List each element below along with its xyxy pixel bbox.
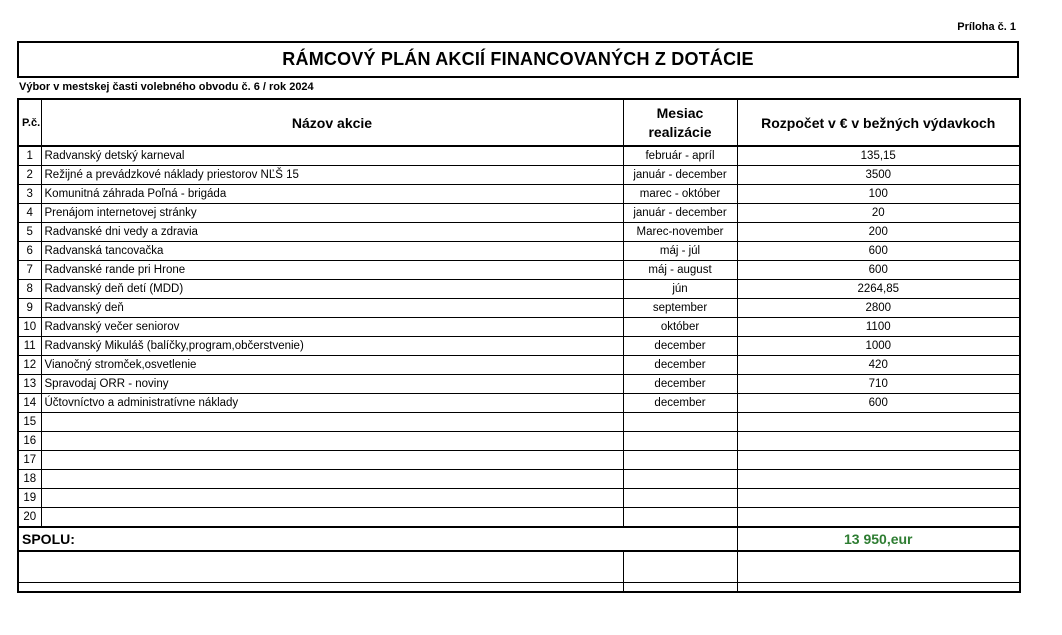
row-name: Radvanská tancovačka xyxy=(41,242,623,261)
header-name: Názov akcie xyxy=(41,99,623,146)
footer2-cell-month xyxy=(623,583,737,593)
row-budget: 710 xyxy=(737,375,1020,394)
row-month: október xyxy=(623,318,737,337)
row-budget: 600 xyxy=(737,242,1020,261)
row-name: Režijné a prevádzkové náklady priestorov NĽŠ 15 xyxy=(41,166,623,185)
row-month: január - december xyxy=(623,204,737,223)
row-budget xyxy=(737,451,1020,470)
row-number: 20 xyxy=(18,508,41,528)
row-number: 8 xyxy=(18,280,41,299)
row-budget: 200 xyxy=(737,223,1020,242)
row-number: 19 xyxy=(18,489,41,508)
row-number: 9 xyxy=(18,299,41,318)
row-name xyxy=(41,508,623,528)
header-budget: Rozpočet v € v bežných výdavkoch xyxy=(737,99,1020,146)
row-name xyxy=(41,432,623,451)
table-row xyxy=(18,261,1020,280)
table-body xyxy=(18,146,1020,527)
table-row xyxy=(18,375,1020,394)
table-row xyxy=(18,318,1020,337)
row-number: 13 xyxy=(18,375,41,394)
header-month-text: Mesiac realizácie xyxy=(648,104,712,140)
row-name: Radvanský Mikuláš (balíčky,program,občerstvenie) xyxy=(41,337,623,356)
row-number: 16 xyxy=(18,432,41,451)
total-row xyxy=(18,527,1020,551)
row-name xyxy=(41,470,623,489)
row-number: 5 xyxy=(18,223,41,242)
row-month: máj - júl xyxy=(623,242,737,261)
table-row xyxy=(18,185,1020,204)
row-number: 18 xyxy=(18,470,41,489)
row-month: december xyxy=(623,375,737,394)
document-title xyxy=(17,41,1019,78)
budget-table xyxy=(17,98,1021,593)
row-name: Radvanský deň xyxy=(41,299,623,318)
table-header-row xyxy=(18,99,1020,146)
document-title-text: RÁMCOVÝ PLÁN AKCIÍ FINANCOVANÝCH Z DOTÁCIE xyxy=(282,49,754,69)
footer-cell-name xyxy=(18,551,623,583)
footer2-cell-budget xyxy=(737,583,1020,593)
row-month xyxy=(623,470,737,489)
footer-row-2 xyxy=(18,583,1020,593)
row-budget: 1000 xyxy=(737,337,1020,356)
footer-row xyxy=(18,551,1020,583)
row-month: február - apríl xyxy=(623,146,737,166)
row-name: Vianočný stromček,osvetlenie xyxy=(41,356,623,375)
row-name: Účtovníctvo a administratívne náklady xyxy=(41,394,623,413)
table-row xyxy=(18,432,1020,451)
row-budget: 600 xyxy=(737,261,1020,280)
row-number: 3 xyxy=(18,185,41,204)
table-row xyxy=(18,299,1020,318)
row-number: 1 xyxy=(18,146,41,166)
row-month: september xyxy=(623,299,737,318)
row-name: Radvanský večer seniorov xyxy=(41,318,623,337)
table-row xyxy=(18,451,1020,470)
table-row xyxy=(18,470,1020,489)
row-month: december xyxy=(623,337,737,356)
row-month xyxy=(623,432,737,451)
row-number: 17 xyxy=(18,451,41,470)
row-month: január - december xyxy=(623,166,737,185)
row-month xyxy=(623,508,737,528)
row-budget: 100 xyxy=(737,185,1020,204)
row-month xyxy=(623,489,737,508)
row-name xyxy=(41,451,623,470)
row-name: Spravodaj ORR - noviny xyxy=(41,375,623,394)
header-month xyxy=(623,99,737,146)
row-number: 12 xyxy=(18,356,41,375)
table-row xyxy=(18,204,1020,223)
table-row xyxy=(18,280,1020,299)
row-number: 2 xyxy=(18,166,41,185)
table-row xyxy=(18,508,1020,528)
row-number: 4 xyxy=(18,204,41,223)
row-budget: 1100 xyxy=(737,318,1020,337)
table-row xyxy=(18,242,1020,261)
row-month: december xyxy=(623,356,737,375)
table-row xyxy=(18,223,1020,242)
row-month: Marec-november xyxy=(623,223,737,242)
row-month xyxy=(623,413,737,432)
footer-cell-budget xyxy=(737,551,1020,583)
footer-cell-month xyxy=(623,551,737,583)
row-name: Radvanské rande pri Hrone xyxy=(41,261,623,280)
row-budget xyxy=(737,508,1020,528)
document-subtitle: Výbor v mestskej časti volebného obvodu č. 6 / rok 2024 xyxy=(19,81,314,93)
row-name: Radvanský deň detí (MDD) xyxy=(41,280,623,299)
table-row xyxy=(18,146,1020,166)
row-budget: 600 xyxy=(737,394,1020,413)
row-name xyxy=(41,489,623,508)
row-budget: 135,15 xyxy=(737,146,1020,166)
row-number: 10 xyxy=(18,318,41,337)
row-month: marec - október xyxy=(623,185,737,204)
row-budget: 2800 xyxy=(737,299,1020,318)
row-budget: 3500 xyxy=(737,166,1020,185)
table-row xyxy=(18,413,1020,432)
row-budget: 20 xyxy=(737,204,1020,223)
table-row xyxy=(18,489,1020,508)
row-name: Radvanský detský karneval xyxy=(41,146,623,166)
annex-label: Príloha č. 1 xyxy=(957,21,1016,33)
row-number: 6 xyxy=(18,242,41,261)
row-budget: 420 xyxy=(737,356,1020,375)
row-number: 14 xyxy=(18,394,41,413)
total-label: SPOLU: xyxy=(18,527,737,551)
footer2-cell-name xyxy=(18,583,623,593)
row-budget: 2264,85 xyxy=(737,280,1020,299)
row-month: jún xyxy=(623,280,737,299)
row-budget xyxy=(737,432,1020,451)
table-row xyxy=(18,356,1020,375)
header-pc: P.č. xyxy=(18,99,41,146)
table-row xyxy=(18,166,1020,185)
row-number: 11 xyxy=(18,337,41,356)
total-value: 13 950,eur xyxy=(737,527,1020,551)
row-budget xyxy=(737,413,1020,432)
row-number: 15 xyxy=(18,413,41,432)
row-month: máj - august xyxy=(623,261,737,280)
row-month xyxy=(623,451,737,470)
row-name: Komunitná záhrada Poľná - brigáda xyxy=(41,185,623,204)
row-budget xyxy=(737,470,1020,489)
row-month: december xyxy=(623,394,737,413)
table-row xyxy=(18,394,1020,413)
row-name: Prenájom internetovej stránky xyxy=(41,204,623,223)
row-number: 7 xyxy=(18,261,41,280)
row-budget xyxy=(737,489,1020,508)
row-name: Radvanské dni vedy a zdravia xyxy=(41,223,623,242)
table-row xyxy=(18,337,1020,356)
row-name xyxy=(41,413,623,432)
